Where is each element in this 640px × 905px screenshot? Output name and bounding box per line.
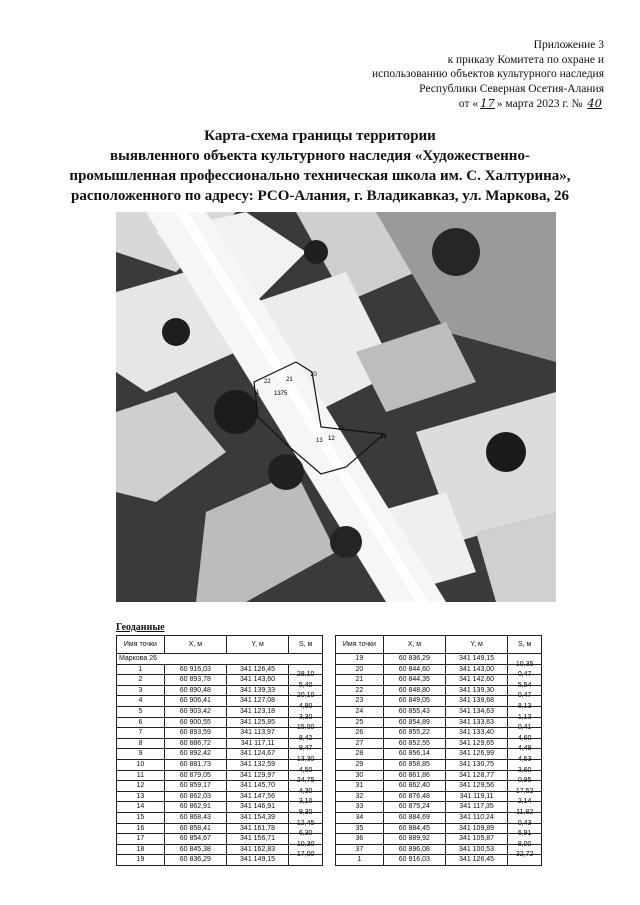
distance-value: 5,40 — [298, 681, 313, 689]
table-row — [117, 770, 323, 781]
point-name-cell: 12 — [117, 781, 165, 792]
point-label-13: 13 — [316, 438, 323, 444]
table-row — [117, 759, 323, 770]
table-row — [336, 802, 542, 813]
header-line-3: использованию объектов культурного наследия — [371, 68, 604, 81]
x-cell: 60 890,48 — [164, 685, 226, 696]
distance-value: 0,95 — [517, 777, 532, 785]
distance-value: 3,60 — [517, 766, 532, 774]
point-name-cell: 13 — [117, 791, 165, 802]
table-row — [117, 717, 323, 728]
y-cell: 341 146,91 — [226, 802, 288, 813]
table-row — [117, 675, 323, 686]
distance-value: 2,14 — [517, 798, 532, 806]
point-name-cell: 25 — [336, 717, 384, 728]
distance-cell — [289, 851, 323, 866]
y-cell: 341 154,39 — [226, 812, 288, 823]
y-cell: 341 100,53 — [445, 844, 507, 855]
y-cell: 341 139,33 — [226, 685, 288, 696]
table-row — [336, 664, 542, 675]
x-cell: 60 862,03 — [164, 791, 226, 802]
distance-cell — [508, 851, 542, 866]
distance-value: 11,82 — [516, 808, 534, 816]
point-name-cell: 18 — [117, 844, 165, 855]
distance-value: 17,52 — [515, 787, 534, 795]
y-cell: 341 145,70 — [226, 781, 288, 792]
y-cell: 341 156,71 — [226, 834, 288, 845]
point-name-cell: 16 — [117, 823, 165, 834]
y-cell: 341 117,35 — [445, 802, 507, 813]
table-row — [336, 728, 542, 739]
distance-value: 9,47 — [298, 745, 313, 753]
point-name-cell: 1 — [336, 855, 384, 866]
table-row — [117, 664, 323, 675]
point-label-1: 1 — [256, 390, 260, 396]
y-cell: 341 129,56 — [445, 781, 507, 792]
y-cell: 341 129,97 — [226, 770, 288, 781]
table-row — [117, 844, 323, 855]
table-row — [117, 823, 323, 834]
distance-value: 4,30 — [298, 787, 313, 795]
y-cell: 341 109,89 — [445, 823, 507, 834]
title-line-3: промышленная профессионально техническая школа им. С. Халтурина», — [69, 168, 571, 184]
header-date-line — [372, 96, 604, 112]
distance-value: 20,10 — [296, 692, 315, 700]
document-title — [40, 126, 600, 206]
y-cell: 341 110,24 — [445, 812, 507, 823]
table-row — [117, 802, 323, 813]
table-row — [336, 791, 542, 802]
x-cell: 60 884,69 — [383, 812, 445, 823]
table-row — [336, 844, 542, 855]
table-row — [336, 834, 542, 845]
y-cell: 341 127,08 — [226, 696, 288, 707]
point-name-cell: 36 — [336, 834, 384, 845]
table-row — [336, 738, 542, 749]
distance-value: 6,91 — [517, 830, 532, 838]
x-cell: 60 856,14 — [383, 749, 445, 760]
table-row — [336, 812, 542, 823]
point-name-cell: 19 — [117, 855, 165, 866]
y-cell: 341 113,97 — [226, 728, 288, 739]
x-cell: 60 893,59 — [164, 728, 226, 739]
y-cell: 341 130,75 — [445, 759, 507, 770]
col-point-name: Имя точки — [336, 636, 384, 654]
x-cell: 60 845,38 — [164, 844, 226, 855]
y-cell: 341 134,63 — [445, 706, 507, 717]
table-row — [336, 855, 542, 866]
distance-value: 8,42 — [298, 734, 313, 742]
distance-value: 28,10 — [296, 671, 315, 679]
geodata-label: Геоданные — [116, 622, 165, 633]
point-name-cell: 5 — [117, 706, 165, 717]
x-cell: 60 875,24 — [383, 802, 445, 813]
distance-value: 12,45 — [296, 819, 315, 827]
point-name-cell: 9 — [117, 749, 165, 760]
distance-value: 0,47 — [517, 671, 532, 679]
point-name-cell: 37 — [336, 844, 384, 855]
col-s: S, м — [508, 636, 542, 654]
distance-value: 24,75 — [296, 777, 315, 785]
table-row — [117, 791, 323, 802]
header-line-4: Республики Северная Осетия-Алания — [419, 82, 604, 95]
x-cell: 60 906,41 — [164, 696, 226, 707]
table-row — [336, 749, 542, 760]
table-row — [336, 781, 542, 792]
y-cell: 341 126,45 — [226, 664, 288, 675]
header-line-1: Приложение 3 — [533, 39, 604, 51]
point-name-cell: 1 — [117, 664, 165, 675]
point-label-10: 10 — [310, 372, 317, 378]
point-name-cell: 30 — [336, 770, 384, 781]
x-cell: 60 896,08 — [383, 844, 445, 855]
distance-value: 1,13 — [517, 713, 532, 721]
y-cell: 341 139,68 — [445, 696, 507, 707]
table-row — [117, 855, 323, 866]
distance-value: 4,63 — [517, 755, 532, 763]
x-cell: 60 916,03 — [383, 855, 445, 866]
x-cell: 60 844,35 — [383, 675, 445, 686]
point-name-cell: 21 — [336, 675, 384, 686]
x-cell: 60 855,22 — [383, 728, 445, 739]
y-cell: 341 117,11 — [226, 738, 288, 749]
point-name-cell: 3 — [117, 685, 165, 696]
y-cell: 341 142,60 — [445, 675, 507, 686]
point-name-cell: 28 — [336, 749, 384, 760]
point-label-12: 12 — [328, 436, 335, 442]
point-label-21: 21 — [286, 377, 293, 383]
table-row — [117, 685, 323, 696]
distance-value: 4,50 — [298, 766, 313, 774]
table-row — [117, 738, 323, 749]
y-cell: 341 149,15 — [445, 654, 507, 665]
station-name: Маркова 26 — [117, 654, 323, 665]
date-prefix: от « — [458, 98, 479, 111]
y-cell: 341 128,77 — [445, 770, 507, 781]
x-cell: 60 836,29 — [383, 654, 445, 665]
point-name-cell: 24 — [336, 706, 384, 717]
distance-value: 32,72 — [515, 851, 534, 859]
point-name-cell: 34 — [336, 812, 384, 823]
y-cell: 341 133,40 — [445, 728, 507, 739]
x-cell: 60 916,03 — [164, 664, 226, 675]
x-cell: 60 854,89 — [383, 717, 445, 728]
x-cell: 60 884,45 — [383, 823, 445, 834]
point-name-cell: 29 — [336, 759, 384, 770]
x-cell: 60 858,85 — [383, 759, 445, 770]
distance-value: 4,60 — [517, 734, 532, 742]
aerial-map — [116, 212, 556, 602]
point-name-cell: 31 — [336, 781, 384, 792]
distance-value: 17,00 — [296, 851, 315, 859]
distance-value: 4,90 — [298, 702, 313, 710]
table-row — [336, 706, 542, 717]
point-name-cell: 14 — [117, 802, 165, 813]
x-cell: 60 859,17 — [164, 781, 226, 792]
y-cell: 341 123,18 — [226, 706, 288, 717]
point-name-cell: 15 — [117, 812, 165, 823]
distance-value: 10,35 — [515, 660, 534, 668]
table-row — [336, 675, 542, 686]
y-cell: 341 119,11 — [445, 791, 507, 802]
point-name-cell: 11 — [117, 770, 165, 781]
table-row — [336, 685, 542, 696]
y-cell: 341 143,60 — [226, 675, 288, 686]
x-cell: 60 858,41 — [164, 823, 226, 834]
col-y: Y, м — [445, 636, 507, 654]
y-cell: 341 139,30 — [445, 685, 507, 696]
table-row — [336, 770, 542, 781]
x-cell: 60 892,42 — [164, 749, 226, 760]
point-name-cell: 7 — [117, 728, 165, 739]
x-cell: 60 868,43 — [164, 812, 226, 823]
distance-value: 3,30 — [298, 713, 313, 721]
x-cell: 60 886,72 — [164, 738, 226, 749]
date-middle: » марта 2023 г. № — [496, 98, 583, 111]
geodata-section — [116, 622, 542, 866]
x-cell: 60 849,05 — [383, 696, 445, 707]
point-label-11: 11 — [338, 426, 345, 432]
coordinates-table-left — [116, 635, 323, 866]
table-row — [336, 717, 542, 728]
y-cell: 341 105,87 — [445, 834, 507, 845]
x-cell: 60 876,48 — [383, 791, 445, 802]
distance-value: 0,43 — [517, 819, 532, 827]
aerial-photo — [116, 212, 556, 602]
col-x: X, м — [383, 636, 445, 654]
table-row — [117, 749, 323, 760]
distance-value: 4,49 — [517, 745, 532, 753]
distance-value: 9,30 — [298, 808, 313, 816]
point-name-cell: 33 — [336, 802, 384, 813]
x-cell: 60 854,67 — [164, 834, 226, 845]
col-y: Y, м — [226, 636, 288, 654]
point-name-cell: 10 — [117, 759, 165, 770]
y-cell: 341 126,99 — [445, 749, 507, 760]
point-label-22: 22 — [264, 379, 271, 385]
x-cell: 60 889,92 — [383, 834, 445, 845]
x-cell: 60 862,40 — [383, 781, 445, 792]
point-name-cell: 26 — [336, 728, 384, 739]
order-header — [372, 38, 604, 112]
y-cell: 341 124,67 — [226, 749, 288, 760]
table-row — [117, 706, 323, 717]
distance-value: 10,30 — [296, 840, 315, 848]
x-cell: 60 881,73 — [164, 759, 226, 770]
point-name-cell: 22 — [336, 685, 384, 696]
point-name-cell: 19 — [336, 654, 384, 665]
table-row — [117, 728, 323, 739]
table-row — [336, 654, 542, 665]
date-day-handwritten: 17 — [480, 96, 495, 111]
col-x: X, м — [164, 636, 226, 654]
point-name-cell: 17 — [117, 834, 165, 845]
y-cell: 341 149,15 — [226, 855, 288, 866]
y-cell: 341 126,45 — [445, 855, 507, 866]
table-row — [117, 834, 323, 845]
title-line-4: расположенного по адресу: РСО-Алания, г. Владикавказ, ул. Маркова, 26 — [71, 188, 569, 204]
point-name-cell: 4 — [117, 696, 165, 707]
x-cell: 60 836,29 — [164, 855, 226, 866]
y-cell: 341 129,65 — [445, 738, 507, 749]
col-s: S, м — [289, 636, 323, 654]
point-name-cell: 23 — [336, 696, 384, 707]
distance-value: 13,30 — [296, 755, 315, 763]
point-name-cell: 2 — [117, 675, 165, 686]
header-line-2: к приказу Комитета по охране и — [447, 53, 604, 66]
x-cell: 60 879,05 — [164, 770, 226, 781]
table-row — [336, 823, 542, 834]
table-row — [117, 696, 323, 707]
x-cell: 60 903,42 — [164, 706, 226, 717]
x-cell: 60 861,86 — [383, 770, 445, 781]
title-line-2: выявленного объекта культурного наследия «Художественно- — [110, 148, 530, 164]
title-line-1: Карта-схема границы территории — [204, 128, 436, 144]
point-label-16: 16 — [380, 434, 387, 440]
distance-value: 3,10 — [298, 798, 313, 806]
y-cell: 341 125,85 — [226, 717, 288, 728]
coordinates-table-right — [335, 635, 542, 866]
order-number-handwritten: 40 — [587, 96, 602, 111]
table-row — [117, 781, 323, 792]
distance-value: 0,41 — [517, 724, 532, 732]
x-cell: 60 862,91 — [164, 802, 226, 813]
col-point-name: Имя точки — [117, 636, 165, 654]
x-cell: 60 893,78 — [164, 675, 226, 686]
distance-value: 0,47 — [517, 692, 532, 700]
x-cell: 60 855,43 — [383, 706, 445, 717]
point-name-cell: 6 — [117, 717, 165, 728]
point-name-cell: 8 — [117, 738, 165, 749]
x-cell: 60 900,55 — [164, 717, 226, 728]
x-cell: 60 848,80 — [383, 685, 445, 696]
y-cell: 341 161,78 — [226, 823, 288, 834]
y-cell: 341 133,63 — [445, 717, 507, 728]
table-row — [336, 759, 542, 770]
distance-value: 8,00 — [517, 840, 532, 848]
distance-value: 5,54 — [517, 681, 532, 689]
distance-value: 8,13 — [517, 702, 532, 710]
point-name-cell: 32 — [336, 791, 384, 802]
x-cell: 60 852,55 — [383, 738, 445, 749]
y-cell: 341 147,56 — [226, 791, 288, 802]
y-cell: 341 132,59 — [226, 759, 288, 770]
table-row — [117, 812, 323, 823]
x-cell: 60 844,60 — [383, 664, 445, 675]
distance-value: 15,00 — [296, 724, 315, 732]
distance-value: 6,30 — [298, 830, 313, 838]
y-cell: 341 162,83 — [226, 844, 288, 855]
point-name-cell: 27 — [336, 738, 384, 749]
y-cell: 341 143,00 — [445, 664, 507, 675]
point-name-cell: 35 — [336, 823, 384, 834]
cadastral-label: 1375 — [274, 391, 288, 397]
table-row — [336, 696, 542, 707]
point-name-cell: 20 — [336, 664, 384, 675]
